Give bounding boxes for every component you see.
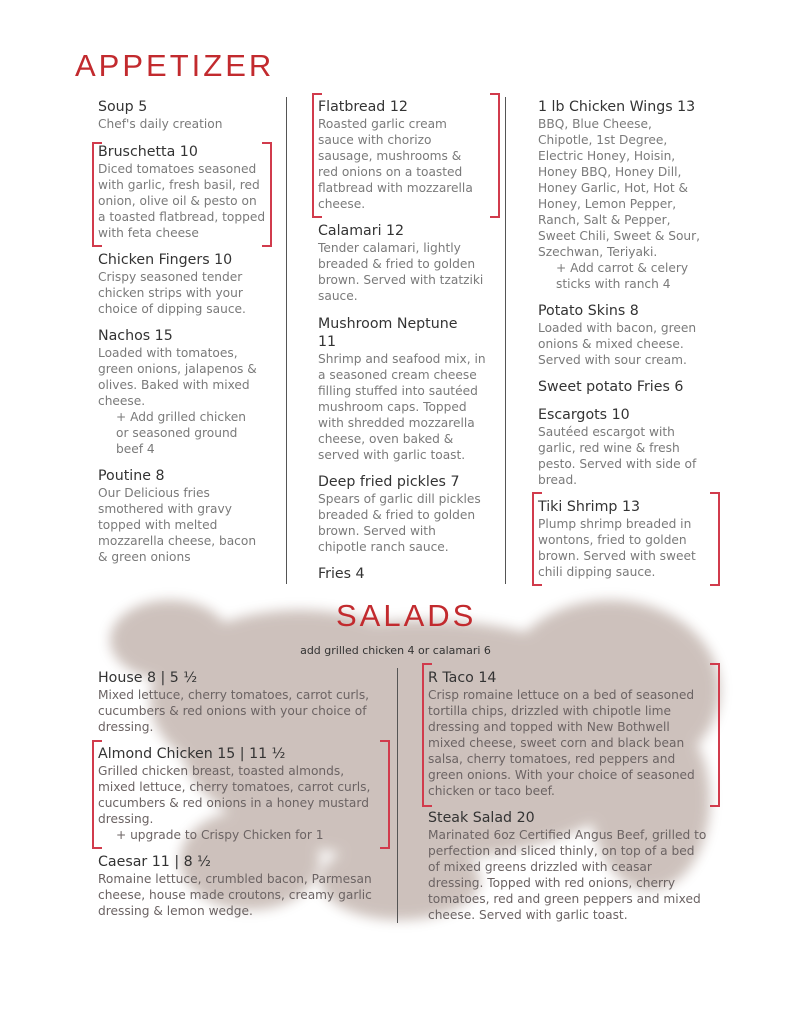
highlight-bracket — [532, 492, 542, 586]
item-title: Sweet potato Fries 6 — [538, 379, 684, 395]
item-title: Steak Salad 20 — [428, 810, 535, 826]
menu-item-nachos — [98, 327, 278, 457]
item-title: Bruschetta 10 — [98, 144, 198, 160]
item-title: Poutine 8 — [98, 468, 165, 484]
column-divider — [505, 97, 506, 584]
item-title: Mushroom Neptune 11 — [318, 316, 458, 350]
menu-item-chicken-wings — [538, 98, 728, 292]
menu-item-sweet-potato-fries — [538, 378, 728, 396]
item-title: R Taco 14 — [428, 670, 497, 686]
salad-item-r-taco — [428, 669, 728, 799]
menu-item-soup — [98, 98, 278, 132]
salads-heading: SALADS — [336, 598, 477, 633]
highlight-bracket — [262, 142, 272, 247]
item-desc: Shrimp and seafood mix, in a seasoned cream cheese filling stuffed into sautéed mushroom caps. Topped with shredded mozzarella cheese, oven baked & served with garlic toast. — [318, 352, 486, 462]
column-divider — [286, 97, 287, 584]
item-title: 1 lb Chicken Wings 13 — [538, 99, 696, 115]
highlight-bracket — [490, 93, 500, 218]
appetizer-heading: APPETIZER — [75, 48, 275, 83]
item-desc: Tender calamari, lightly breaded & fried to golden brown. Served with tzatziki sauce. — [318, 241, 484, 303]
item-title: Tiki Shrimp 13 — [538, 499, 640, 515]
item-desc: Mixed lettuce, cherry tomatoes, carrot curls, cucumbers & red onions with your choice of dressing. — [98, 688, 370, 734]
item-title: Soup 5 — [98, 99, 148, 115]
salad-item-almond-chicken — [98, 745, 398, 843]
salad-item-steak-salad — [428, 809, 728, 923]
salad-item-caesar — [98, 853, 398, 919]
menu-item-potato-skins — [538, 302, 728, 368]
item-addon: + upgrade to Crispy Chicken for 1 — [116, 828, 324, 842]
menu-item-fries — [318, 565, 498, 583]
menu-item-escargots — [538, 406, 728, 488]
item-title: Deep fried pickles 7 — [318, 474, 460, 490]
item-title: Escargots 10 — [538, 407, 630, 423]
item-desc: Crisp romaine lettuce on a bed of seasoned tortilla chips, drizzled with chipotle lime dressing and topped with New Bothwell mixed cheese, sweet corn and black bean salsa, cherry tomatoes, red peppers and green onions. With your choice of seasoned chicken or taco beef. — [428, 688, 695, 798]
item-desc: Sautéed escargot with garlic, red wine & fresh pesto. Served with side of bread. — [538, 425, 697, 487]
item-desc: Crispy seasoned tender chicken strips with your choice of dipping sauce. — [98, 270, 246, 316]
item-addon: + Add grilled chicken or seasoned ground beef 4 — [116, 410, 246, 456]
item-title: Flatbread 12 — [318, 99, 408, 115]
salads-subtitle: add grilled chicken 4 or calamari 6 — [300, 644, 491, 657]
item-desc: BBQ, Blue Cheese, Chipotle, 1st Degree, Electric Honey, Hoisin, Honey BBQ, Honey Dill, Honey Garlic, Hot, Hot & Honey, Lemon Pepper, Ranch, Salt & Pepper, Sweet Chili, Sweet & Sour, Szechwan, Teriyaki. — [538, 117, 701, 259]
menu-item-tiki-shrimp — [538, 498, 728, 580]
item-desc: Loaded with tomatoes, green onions, jalapenos & olives. Baked with mixed cheese. — [98, 346, 257, 408]
item-desc: Marinated 6oz Certified Angus Beef, grilled to perfection and sliced thinly, on top of a bed of mixed greens drizzled with ceasar dressing. Topped with red onions, cherry tomatoes, red and green peppers and mixed cheese. Served with garlic toast. — [428, 828, 707, 922]
item-title: Nachos 15 — [98, 328, 173, 344]
item-title: Caesar 11 | 8 ½ — [98, 854, 211, 870]
item-desc: Our Delicious fries smothered with gravy topped with melted mozzarella cheese, bacon & green onions — [98, 486, 257, 564]
item-title: Calamari 12 — [318, 223, 405, 239]
item-title: Almond Chicken 15 | 11 ½ — [98, 746, 286, 762]
highlight-bracket — [92, 142, 102, 247]
highlight-bracket — [710, 492, 720, 586]
item-desc: Chef's daily creation — [98, 117, 223, 131]
item-desc: Spears of garlic dill pickles breaded & fried to golden brown. Served with chipotle ranch sauce. — [318, 492, 481, 554]
menu-item-deep-fried-pickles — [318, 473, 498, 555]
item-title: Fries 4 — [318, 566, 365, 582]
item-desc: Grilled chicken breast, toasted almonds, mixed lettuce, cherry tomatoes, carrot curls, cucumbers & red onions in a honey mustard dressing. — [98, 764, 371, 826]
menu-item-bruschetta — [98, 143, 278, 241]
menu-item-flatbread — [318, 98, 498, 212]
item-desc: Roasted garlic cream sauce with chorizo sausage, mushrooms & red onions on a toasted flatbread with mozzarella cheese. — [318, 117, 473, 211]
item-desc: Plump shrimp breaded in wontons, fried to golden brown. Served with sweet chili dipping sauce. — [538, 517, 696, 579]
item-desc: Loaded with bacon, green onions & mixed cheese. Served with sour cream. — [538, 321, 697, 367]
item-title: Potato Skins 8 — [538, 303, 639, 319]
menu-item-chicken-fingers — [98, 251, 278, 317]
item-title: Chicken Fingers 10 — [98, 252, 233, 268]
item-addon: + Add carrot & celery sticks with ranch 4 — [556, 261, 689, 291]
item-desc: Romaine lettuce, crumbled bacon, Parmesan cheese, house made croutons, creamy garlic dressing & lemon wedge. — [98, 872, 372, 918]
menu-item-calamari — [318, 222, 498, 304]
salad-item-house — [98, 669, 398, 735]
menu-item-mushroom-neptune — [318, 315, 498, 463]
item-desc: Diced tomatoes seasoned with garlic, fresh basil, red onion, olive oil & pesto on a toasted flatbread, topped with feta cheese — [98, 162, 266, 240]
menu-item-poutine — [98, 467, 278, 565]
item-title: House 8 | 5 ½ — [98, 670, 198, 686]
highlight-bracket — [312, 93, 322, 218]
